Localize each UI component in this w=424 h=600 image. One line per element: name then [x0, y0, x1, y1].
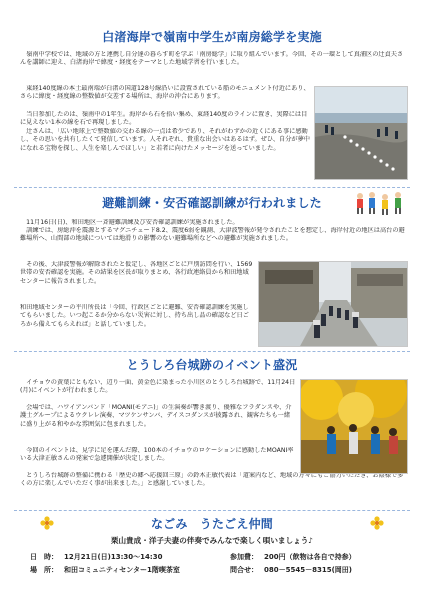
section-divider: [14, 351, 410, 352]
people-illustration: [352, 190, 408, 218]
section-divider: [14, 510, 410, 511]
section1-paragraph-2: 東経140度線の本土最南端が白渚の国道128号線沿いに設置されている船のモニュメント付近にあり、さらに緯度・経度線の整数値が交差する場所は、海岸の沖合にあります。: [20, 85, 310, 101]
section2-paragraph-4: 和田地域センターの平川所長は「今回、行政区ごとに避難、安否確認訓練を実施してもらいました。いつ起こるか分からない災害に対し、持ち出し品の確認など日ごろから備えてもらえれば」と話していました。: [20, 304, 249, 328]
date-value: 12月21日(日)13:30～14:30: [64, 553, 163, 561]
section3-paragraph-2: 会場では、ハワイアンバンド「MOANI(モアニ)」の生演奏が響き渡り、優雅なフラダンスや、介護士グループによるウクレレ演奏、マツケンサンバ、デイスコダンスが披露され、観客たちも一緒に盛り上がる和やかな雰囲気に包まれました。: [20, 404, 292, 428]
section1-paragraph-4: 辻さんは、「広い地球上で整数値の交わる線の一点は希少であり、それがわずかの近くにある事に感動し、その思いを共有したくて発信しています。人それぞれ、貴重な出会いはあるはず。ぜひ、自分が夢中になれる宝物を探し、人生を楽しんでほしい」と若者に向けたメッセージを送っていました。: [20, 128, 310, 152]
section3-paragraph-3: 今回のイベントは、見学に足を運んだ際、100本のイチョウのロケーションに感動したMOANI率いる大津正敏さんの発案で急遽開催が決定しました。: [20, 447, 294, 463]
section3-title: とうしろ台城跡のイベント盛況: [126, 358, 298, 372]
section2-paragraph-3: その後、大津波警報が解除されたと仮定し、各地区ごとに戸別訪問を行い、1569世帯の安否確認を実施。その結果を区長が取りまとめ、各行政連絡員から和田地域センターに報告されました。: [20, 261, 253, 285]
section2-paragraph-2: 訓練では、房総沖を震源とするマグニチュード8.2、震度6弱を観測、大津波警報が発令されたことを想定し、海岸付近の地区は高台の避難場所へ、山間部の地域については地滑りの影響のない避難場所などへの避難が実施されました。: [20, 227, 405, 243]
section1-paragraph-1: 嶺南中学校では、地域の方と連携し自分達の暮らす町を学ぶ「南房総学」に取り組んでいます。今回、その一環として真浦区の辻貞夫さんを講師に迎え、白渚海岸で緯度・経度をテーマとした地域学習を行いました。: [20, 51, 404, 67]
section3-paragraph-1: イチョウの黄葉にともない、辺り一面、黄金色に染まった小川区のとうしろ台城跡で、11月24日(月)にイベントが行われました。: [20, 379, 296, 395]
section1-paragraph-3: 当日参加したのは、嶺南中の1年生。海岸から石を拾い集め、東経140度のラインに置き、実際には目に見えない1本の線を石で再現しました。: [20, 111, 308, 127]
date-label: 日 時：: [30, 553, 58, 561]
contact-value: 080－5545－8315(岡田): [264, 566, 352, 574]
contact-label: 問合せ：: [230, 566, 258, 574]
section2-paragraph-1: 11月16日(日)、和田地区一斉避難訓練及び安否確認訓練が実施されました。: [20, 219, 239, 226]
section2-title: 避難訓練・安否確認訓練が行われました: [102, 196, 322, 210]
section1-title: 白渚海岸で嶺南中学生が南房総学を実施: [102, 30, 322, 44]
place-label: 場 所：: [30, 566, 58, 574]
section4-title: なごみ うたごえ仲間: [150, 517, 273, 531]
fee-label: 参加費：: [230, 553, 258, 561]
section-divider: [14, 187, 410, 188]
event-photo: [300, 379, 408, 474]
place-value: 和田コミュニティセンター1階喫茶室: [64, 566, 180, 574]
section3-paragraph-4: とうしろ台城跡の整備に携わる「歴史の郷へ応援回三原」の鈴木正敏代表は「道案内など、地域の方々にもご協力いただき、お陰様で多くの方に楽しんでいただく事が出来ました。」と感謝していました。: [20, 472, 404, 488]
section4-subtitle: 栗山貴成・洋子夫妻の伴奏でみんなで楽しく唄いましょう♪: [110, 536, 314, 545]
beach-photo: [314, 86, 408, 180]
evacuation-photo: [258, 261, 408, 347]
fee-value: 200円（飲物は各自で持参）: [264, 553, 356, 561]
